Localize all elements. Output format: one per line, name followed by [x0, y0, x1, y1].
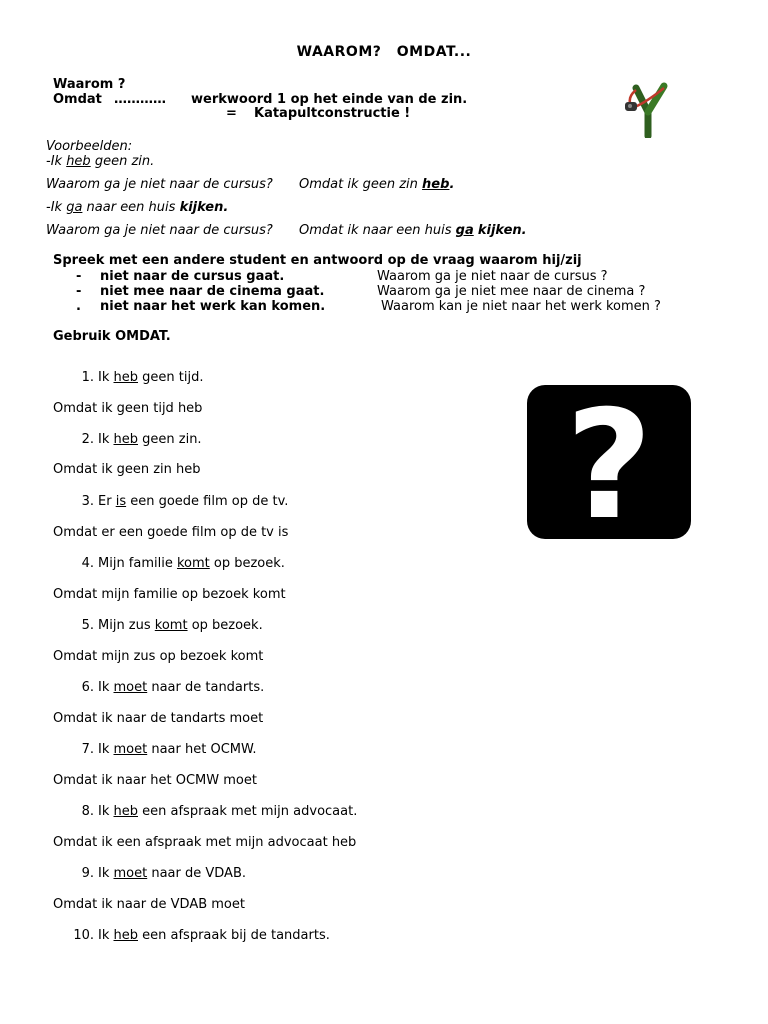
exercise-item: 3. Er is een goede film op de tv.	[81, 494, 289, 509]
example-2-answer: Omdat ik geen zin heb.	[299, 177, 455, 192]
rule-line-1: Waarom ?	[53, 77, 126, 92]
exercise-answer: Omdat mijn zus op bezoek komt	[53, 649, 264, 664]
speak-bullet-1: -	[76, 269, 82, 284]
example-1: -Ik heb geen zin.	[46, 154, 155, 169]
speak-left-2: niet mee naar de cinema gaat.	[100, 284, 325, 299]
speak-right-3: Waarom kan je niet naar het werk komen ?	[381, 299, 661, 314]
exercise-answer: Omdat ik een afspraak met mijn advocaat heb	[53, 835, 357, 850]
speak-right-2: Waarom ga je niet mee naar de cinema ?	[377, 284, 646, 299]
rule-line-3-equals: =	[226, 106, 237, 121]
exercise-answer: Omdat er een goede film op de tv is	[53, 525, 289, 540]
exercise-item: 2. Ik heb geen zin.	[81, 432, 202, 447]
rule-line-3-text: Katapultconstructie !	[254, 106, 411, 121]
exercise-item: 4. Mijn familie komt op bezoek.	[81, 556, 285, 571]
speak-heading: Spreek met een andere student en antwoord op de vraag waarom hij/zij	[53, 253, 582, 268]
exercise-answer: Omdat ik geen zin heb	[53, 462, 201, 477]
exercise-answer: Omdat ik naar het OCMW moet	[53, 773, 257, 788]
speak-left-1: niet naar de cursus gaat.	[100, 269, 285, 284]
exercise-item: 1. Ik heb geen tijd.	[81, 370, 204, 385]
exercise-answer: Omdat ik naar de VDAB moet	[53, 897, 245, 912]
question-mark-glyph: ?	[565, 379, 653, 553]
rule-line-2-dots: …………	[114, 92, 166, 107]
exercise-answer: Omdat ik geen tijd heb	[53, 401, 203, 416]
slingshot-icon	[618, 78, 676, 138]
speak-left-3: niet naar het werk kan komen.	[100, 299, 326, 314]
speak-bullet-3: .	[76, 299, 81, 314]
examples-heading: Voorbeelden:	[46, 139, 133, 154]
example-2-question: Waarom ga je niet naar de cursus?	[46, 177, 273, 192]
rule-line-2-text: werkwoord 1 op het einde van de zin.	[191, 92, 468, 107]
page-title: WAAROM? OMDAT...	[296, 44, 472, 60]
exercise-answer: Omdat mijn familie op bezoek komt	[53, 587, 286, 602]
rule-line-2-label: Omdat	[53, 92, 102, 107]
example-4-answer: Omdat ik naar een huis ga kijken.	[299, 223, 527, 238]
exercise-item: 5. Mijn zus komt op bezoek.	[81, 618, 263, 633]
speak-right-1: Waarom ga je niet naar de cursus ?	[377, 269, 608, 284]
exercise-answer: Omdat ik naar de tandarts moet	[53, 711, 264, 726]
use-omdat-heading: Gebruik OMDAT.	[53, 329, 171, 344]
exercise-item: 7. Ik moet naar het OCMW.	[81, 742, 257, 757]
example-3: -Ik ga naar een huis kijken.	[46, 200, 229, 215]
speak-bullet-2: -	[76, 284, 82, 299]
exercise-item: 10. Ik heb een afspraak bij de tandarts.	[73, 928, 330, 943]
exercise-item: 6. Ik moet naar de tandarts.	[81, 680, 265, 695]
exercise-item: 9. Ik moet naar de VDAB.	[81, 866, 247, 881]
exercise-item: 8. Ik heb een afspraak met mijn advocaat.	[81, 804, 358, 819]
question-mark-icon	[527, 379, 691, 553]
example-4-question: Waarom ga je niet naar de cursus?	[46, 223, 273, 238]
